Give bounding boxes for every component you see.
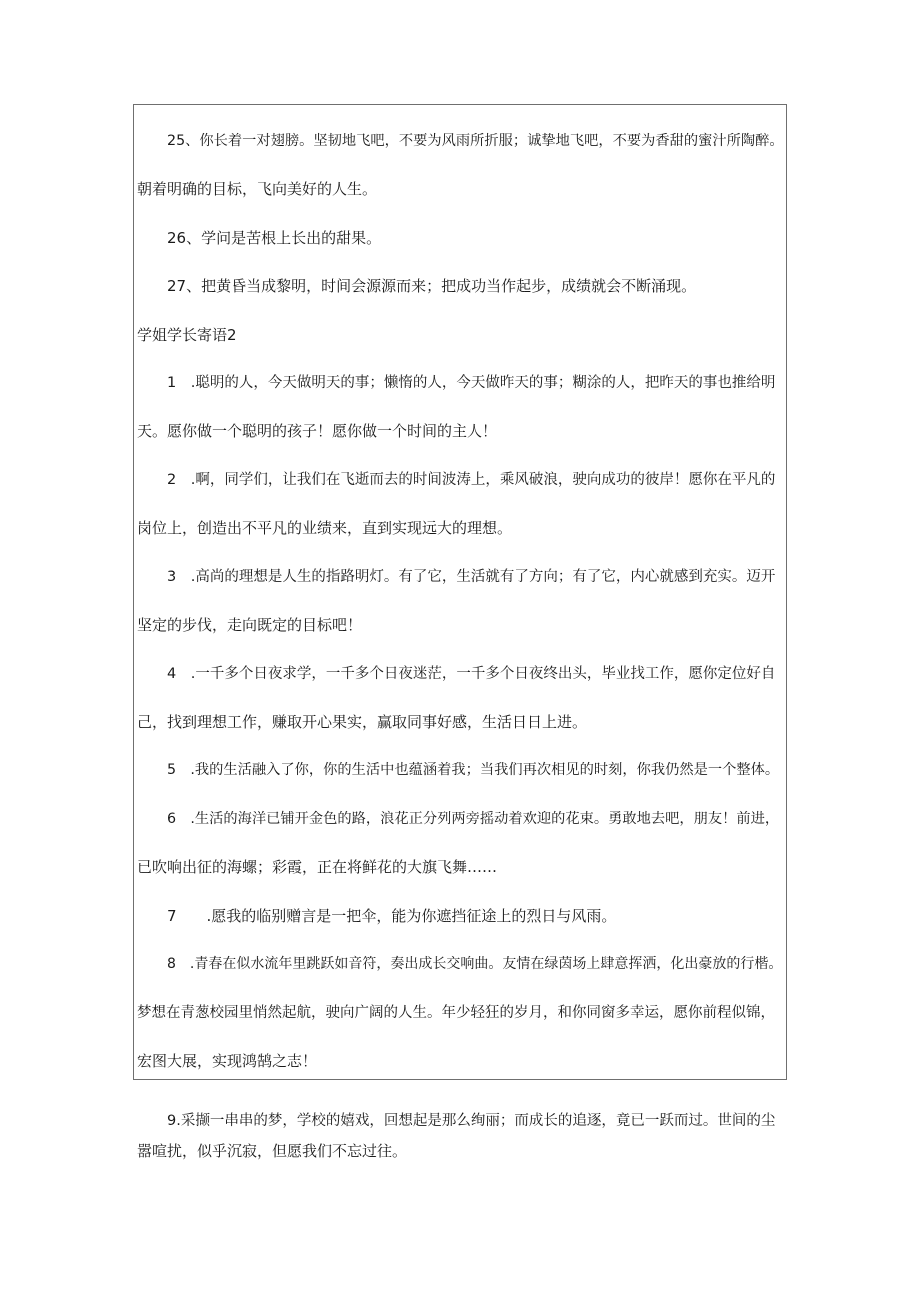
- item-2-line-2: 岗位上，创造出不平凡的业绩来，直到实现远大的理想。: [137, 519, 513, 537]
- item-6-line-1: 6 .生活的海洋已铺开金色的路，浪花正分列两旁摇动着欢迎的花束。勇敢地去吧，朋友！前进，: [167, 811, 780, 827]
- item-25-line-2: 朝着明确的目标，飞向美好的人生。: [137, 180, 378, 198]
- item-2-line-1: 2 .啊，同学们，让我们在飞逝而去的时间波涛上，乘风破浪，驶向成功的彼岸！愿你在平凡的: [167, 472, 776, 488]
- item-25-line-1: 25、你长着一对翅膀。坚韧地飞吧，不要为风雨所折服；诚挚地飞吧，不要为香甜的蜜汁所陶醉。: [167, 133, 784, 149]
- item-4-line-1: 4 .一千多个日夜求学，一千多个日夜迷茫，一千多个日夜终出头，毕业找工作，愿你定位好自: [167, 666, 776, 682]
- item-5: 5 .我的生活融入了你，你的生活中也蕴涵着我；当我们再次相见的时刻，你我仍然是一个整体。: [167, 762, 780, 778]
- section-heading: 学姐学长寄语2: [137, 326, 237, 344]
- item-8-line-1: 8 .青春在似水流年里跳跃如音符，奏出成长交响曲。友情在绿茵场上肆意挥洒，化出豪放的行楷。: [167, 956, 783, 972]
- bordered-content-box: [133, 104, 787, 1080]
- item-1-line-1: 1 .聪明的人，今天做明天的事；懒惰的人，今天做昨天的事；糊涂的人，把昨天的事也推给明: [167, 375, 776, 391]
- item-1-line-2: 天。愿你做一个聪明的孩子！愿你做一个时间的主人！: [137, 422, 498, 440]
- item-9-line-2: 嚣喧扰，似乎沉寂，但愿我们不忘过往。: [137, 1142, 408, 1160]
- item-27: 27、把黄昏当成黎明，时间会源源而来；把成功当作起步，成绩就会不断涌现。: [167, 277, 697, 295]
- item-6-line-2: 已吹响出征的海螺；彩霞，正在将鲜花的大旗飞舞……: [137, 858, 498, 876]
- item-3-line-1: 3 .高尚的理想是人生的指路明灯。有了它，生活就有了方向；有了它，内心就感到充实。迈开: [167, 569, 776, 585]
- item-9-line-1: 9.采撷一串串的梦，学校的嬉戏，回想起是那么绚丽；而成长的追逐，竟已一跃而过。世间的尘: [167, 1113, 776, 1129]
- item-8-line-3: 宏图大展，实现鸿鹄之志！: [137, 1052, 318, 1070]
- item-8-line-2: 梦想在青葱校园里悄然起航，驶向广阔的人生。年少轻狂的岁月，和你同窗多幸运，愿你前程似锦，: [137, 1005, 775, 1021]
- item-4-line-2: 己，找到理想工作，赚取开心果实，赢取同事好感，生活日日上进。: [137, 713, 588, 731]
- item-26: 26、学问是苦根上长出的甜果。: [167, 229, 382, 247]
- item-7: 7 .愿我的临别赠言是一把伞，能为你遮挡征途上的烈日与风雨。: [167, 907, 617, 925]
- item-3-line-2: 坚定的步伐，走向既定的目标吧！: [137, 616, 363, 634]
